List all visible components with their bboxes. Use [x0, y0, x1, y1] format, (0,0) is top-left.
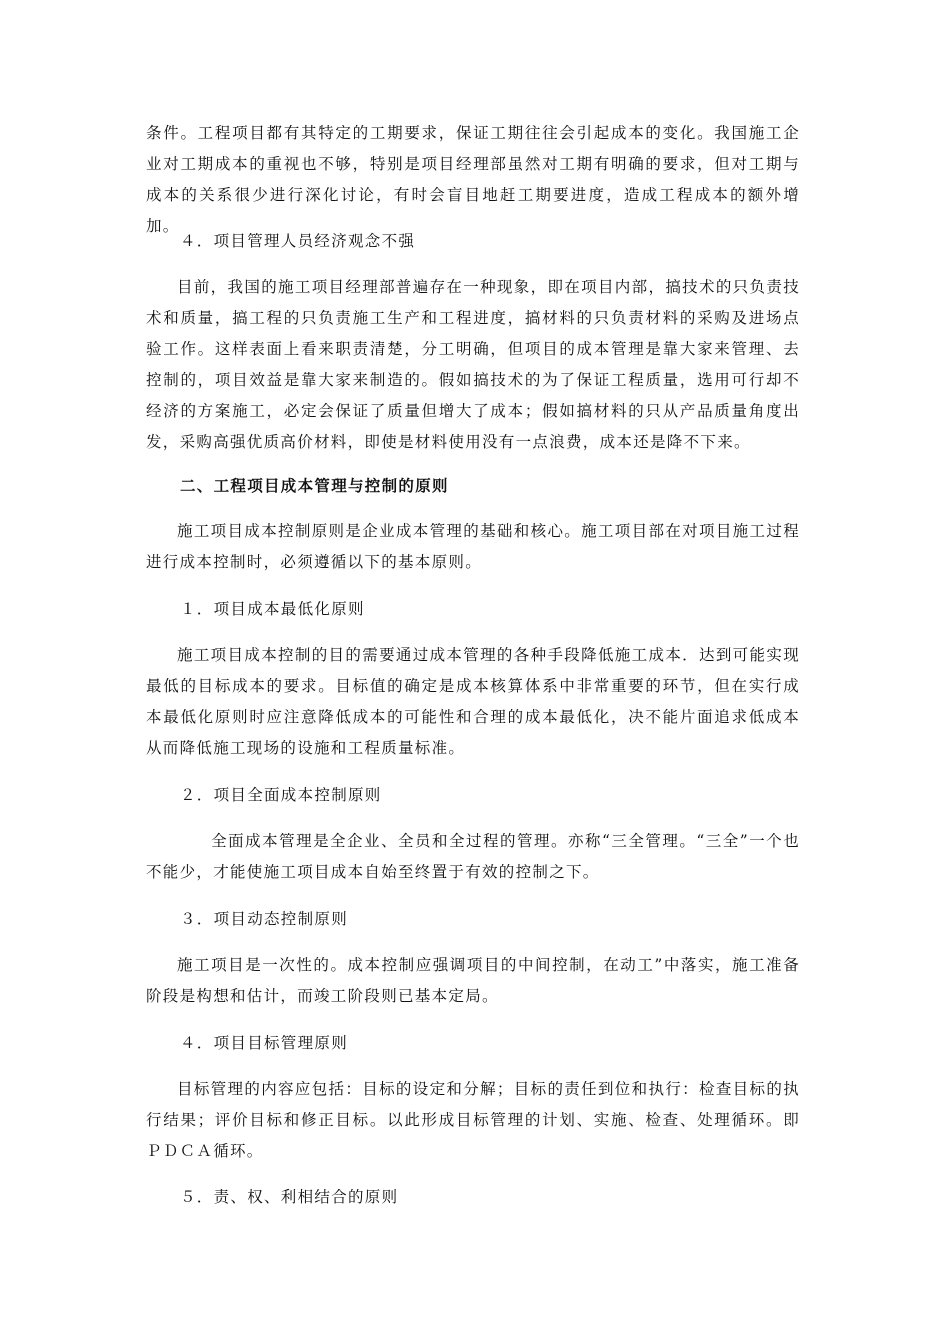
heading-item-4-economic-awareness: ４．项目管理人员经济观念不强: [180, 232, 416, 250]
paragraph-principle-2: 全面成本管理是全企业、全员和全过程的管理。亦称“三全管理。“三全”一个也不能少，才能使施工项目成本自始至终置于有效的控制之下。: [146, 832, 800, 881]
section-heading-principles: 二、工程项目成本管理与控制的原则: [180, 476, 449, 495]
paragraph-schedule-cost: 条件。工程项目都有其特定的工期要求，保证工期往往会引起成本的变化。我国施工企业对工期成本的重视也不够，特别是项目经理部虽然对工期有明确的要求，但对工期与成本的关系很少进行深化讨论，有时会盲目地赶工期要进度，造成工程成本的额外增加。: [146, 124, 800, 235]
heading-principle-2: ２．项目全面成本控制原则: [180, 786, 382, 804]
paragraph-principle-4: 目标管理的内容应包括：目标的设定和分解；目标的责任到位和执行：检查目标的执行结果；评价目标和修正目标。以此形成目标管理的计划、实施、检查、处理循环。即ＰＤＣＡ循环。: [146, 1080, 800, 1160]
heading-principle-3: ３．项目动态控制原则: [180, 910, 349, 928]
heading-principle-4: ４．项目目标管理原则: [180, 1034, 349, 1052]
heading-principle-5: ５．责、权、利相结合的原则: [180, 1188, 399, 1206]
paragraph-responsibility-division: 目前，我国的施工项目经理部普遍存在一种现象，即在项目内部，搞技术的只负责技术和质量，搞工程的只负责施工生产和工程进度，搞材料的只负责材料的采购及进场点验工作。这样表面上看来职责清楚，分工明确，但项目的成本管理是靠大家来管理、去控制的，项目效益是靠大家来制造的。假如搞技术的为了保证工程质量，选用可行却不经济的方案施工，必定会保证了质量但增大了成本；假如搞材料的只从产品质量角度出发，采购高强优质高价材料，即使是材料使用没有一点浪费，成本还是降不下来。: [146, 278, 800, 451]
heading-principle-1: １．项目成本最低化原则: [180, 600, 365, 618]
paragraph-principle-3: 施工项目是一次性的。成本控制应强调项目的中间控制，在动工”中落实，施工准备阶段是构想和估计，而竣工阶段则已基本定局。: [146, 956, 800, 1005]
paragraph-principle-1: 施工项目成本控制的目的需要通过成本管理的各种手段降低施工成本．达到可能实现最低的目标成本的要求。目标值的确定是成本核算体系中非常重要的环节，但在实行成本最低化原则时应注意降低成本的可能性和合理的成本最低化，决不能片面追求低成本从而降低施工现场的设施和工程质量标准。: [146, 646, 800, 757]
paragraph-principles-intro: 施工项目成本控制原则是企业成本管理的基础和核心。施工项目部在对项目施工过程进行成本控制时，必须遵循以下的基本原则。: [146, 522, 800, 571]
